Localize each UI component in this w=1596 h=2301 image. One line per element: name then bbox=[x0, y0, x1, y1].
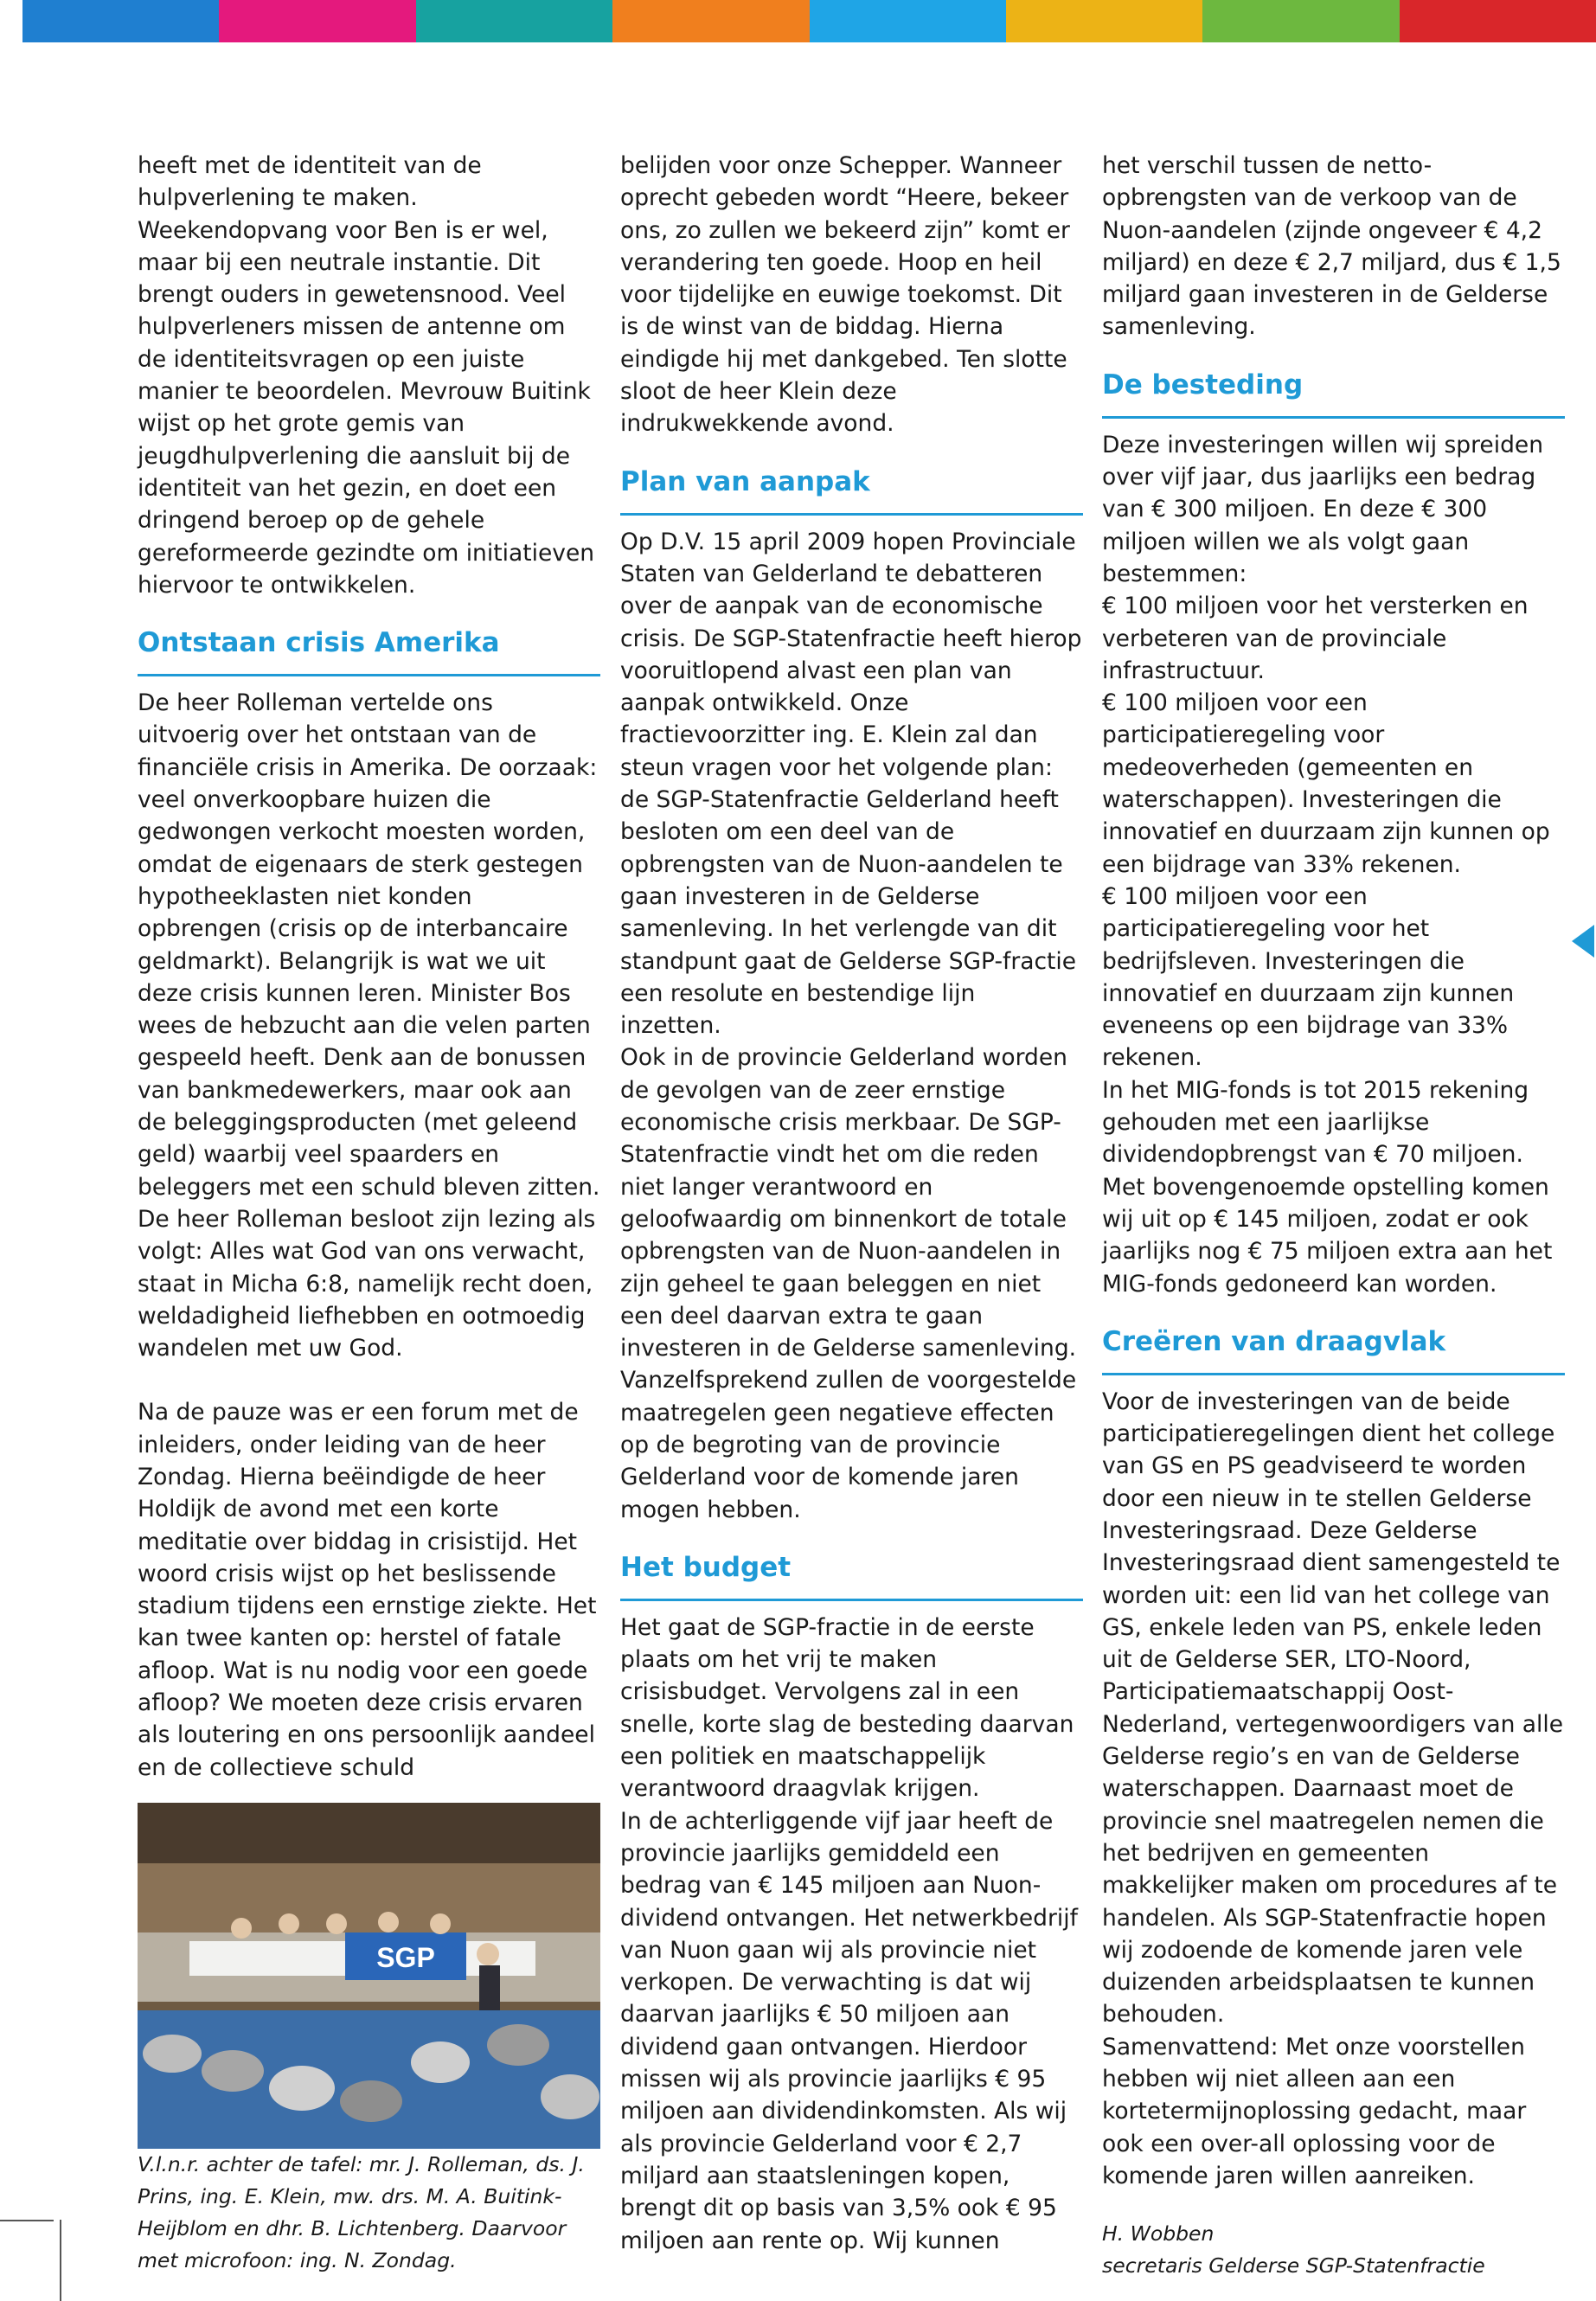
paragraph: Deze investeringen willen wij spreiden over vijf jaar, dus jaarlijks een bedrag van € 300 miljoen. En deze € 300 miljoen willen we als volgt gaan bestemmen: bbox=[1102, 431, 1544, 587]
photo-caption: V.l.n.r. achter de tafel: mr. J. Rolleman, ds. J. Prins, ing. E. Klein, mw. drs. M. A. Buitink-Heijblom en dhr. B. Lichtenberg. Daarvoor met microfoon: ing. N. Zondag. bbox=[138, 2151, 585, 2272]
paragraph: heeft met de identiteit van de hulpverlening te maken. Weekendopvang voor Ben is er wel, maar bij een neutrale instantie. Dit brengt ouders in gewetensnood. Veel hulpverleners missen de antenne om de identiteitsvragen op een juiste manier te beoordelen. Mevrouw Buitink wijst op het grote gemis van jeugdhulpverlening die aansluit bij de identiteit van het gezin, en doet een dringend beroep op de gehele gereformeerde gezindte om initiatieven hiervoor te ontwikkelen. bbox=[138, 152, 595, 599]
color-bar-segment bbox=[1202, 0, 1399, 42]
color-bar-segment bbox=[1400, 0, 1596, 42]
sgp-banner-text: SGP bbox=[376, 1941, 435, 1973]
section-heading-de-besteding: De besteding bbox=[1102, 366, 1565, 419]
signature bbox=[1102, 2218, 1565, 2282]
color-bar bbox=[22, 0, 1596, 42]
paragraph: De heer Rolleman vertelde ons uitvoerig over het ontstaan van de financiële crisis in Amerika. De oorzaak: veel onverkoopbare huizen die gedwongen verkocht moesten worden, omdat de eigenaars de sterk gestegen hypotheeklasten niet konden opbrengen (crisis op de interbancaire geldmarkt). Belangrijk is wat we uit deze crisis kunnen leren. Minister Bos wees de hebzucht aan die velen parten gespeeld heeft. Denk aan de bonussen van bankmedewerkers, maar ook aan de beleggingsproducten (met geleend geld) waarbij veel spaarders en beleggers met een schuld bleven zitten. De heer Rolleman besloot zijn lezing als volgt: Alles wat God van ons verwacht, staat in Micha 6:8, namelijk recht doen, weldadigheid liefhebben en ootmoedig wandelen met uw God. bbox=[138, 689, 600, 1362]
article-column-2 bbox=[620, 150, 1083, 2257]
section-heading-plan-van-aanpak: Plan van aanpak bbox=[620, 463, 1083, 516]
page-rule-vertical bbox=[60, 2220, 61, 2301]
event-photo bbox=[138, 1803, 600, 2149]
article-column-3 bbox=[1102, 150, 1565, 2282]
page-rule bbox=[0, 2220, 54, 2221]
article-column-1 bbox=[138, 150, 600, 2277]
triangle-marker-icon bbox=[1572, 925, 1594, 958]
color-bar-segment bbox=[416, 0, 612, 42]
paragraph-gap bbox=[138, 1364, 600, 1396]
paragraph: Voor de investeringen van de beide participatieregelingen dient het college van GS en PS geadviseerd te worden door een nieuw in te stellen Gelderse Investeringsraad. Deze Gelderse Investeringsraad dient samengesteld te worden uit: een lid van het college van GS, enkele leden van PS, enkele leden uit de Gelderse SER, LTO-Noord, Participatiemaatschappij Oost-Nederland, vertegenwoordigers van alle Gelderse regio’s en van de Gelderse waterschappen. Daarnaast moet de provincie snel maatregelen nemen die het bedrijven en gemeenten makkelijker maken om procedures af te handelen. Als SGP-Statenfractie hopen wij zodoende de komende jaren vele duizenden arbeidsplaatsen te kunnen behouden. bbox=[1102, 1388, 1564, 2029]
section-heading-het-budget: Het budget bbox=[620, 1548, 1083, 1601]
paragraph: € 100 miljoen voor een participatieregeling voor medeoverheden (gemeenten en waterschappen). Investeringen die innovatief en duurzaam zijn kunnen op een bijdrage van 33% rekenen. bbox=[1102, 689, 1550, 878]
paragraph: belijden voor onze Schepper. Wanneer oprecht gebeden wordt “Heere, bekeer ons, zo zullen we bekeerd zijn” komt er verandering ten goede. Hoop en heil voor tijdelijke en euwige toekomst. Dit is de winst van de biddag. Hierna eindigde hij met dankgebed. Ten slotte sloot de heer Klein deze indrukwekkende avond. bbox=[620, 152, 1070, 438]
paragraph: Op D.V. 15 april 2009 hopen Provinciale Staten van Gelderland te debatteren over de aanpak van de economische crisis. De SGP-Statenfractie heeft hierop vooruitlopend alvast een plan van aanpak ontwikkeld. Onze fractievoorzitter ing. E. Klein zal dan steun vragen voor het volgende plan: de SGP-Statenfractie Gelderland heeft besloten om een deel van de opbrengsten van de Nuon-aandelen te gaan investeren in de Gelderse samenleving. In het verlengde van dit standpunt gaat de Gelderse SGP-fractie een resolute en bestendige lijn inzetten. bbox=[620, 528, 1082, 1040]
color-bar-segment bbox=[810, 0, 1006, 42]
section-heading-ontstaan-crisis: Ontstaan crisis Amerika bbox=[138, 624, 600, 676]
paragraph: Het gaat de SGP-fractie in de eerste plaats om het vrij te maken crisisbudget. Vervolgens zal in een snelle, korte slag de besteding daarvan een politiek en maatschappelijk verantwoord draagvlak krijgen. bbox=[620, 1613, 1074, 1803]
paragraph: Samenvattend: Met onze voorstellen hebben wij niet alleen aan een kortetermijnoplossing gedacht, maar ook een over-all oplossing voor de komende jaren willen aanreiken. bbox=[1102, 2033, 1527, 2189]
color-bar-segment bbox=[1006, 0, 1202, 42]
section-heading-creeren-van-draagvlak: Creëren van draagvlak bbox=[1102, 1323, 1565, 1375]
color-bar-segment bbox=[22, 0, 219, 42]
paragraph: € 100 miljoen voor een participatieregeling voor het bedrijfsleven. Investeringen die innovatief en duurzaam zijn kunnen eveneens op een bijdrage van 33% rekenen. bbox=[1102, 882, 1515, 1072]
paragraph: In het MIG-fonds is tot 2015 rekening gehouden met een jaarlijkse dividendopbrengst van € 70 miljoen. Met bovengenoemde opstelling komen wij uit op € 145 miljoen, zodat er ook jaarlijks nog € 75 miljoen extra aan het MIG-fonds gedoneerd kan worden. bbox=[1102, 1076, 1553, 1298]
paragraph: Ook in de provincie Gelderland worden de gevolgen van de zeer ernstige economische crisis merkbaar. De SGP-Statenfractie vindt het om die reden niet langer verantwoord en geloofwaardig om binnenkort de totale opbrengsten van de Nuon-aandelen in zijn geheel te gaan beleggen en niet een deel daarvan extra te gaan investeren in de Gelderse samenleving. Vanzelfsprekend zullen de voorgestelde maatregelen geen negatieve effecten op de begroting van de provincie Gelderland voor de komende jaren mogen hebben. bbox=[620, 1044, 1077, 1523]
paragraph: € 100 miljoen voor het versterken en verbeteren van de provinciale infrastructuur. bbox=[1102, 593, 1529, 684]
signature-name: H. Wobben bbox=[1102, 2221, 1215, 2247]
paragraph: het verschil tussen de netto-opbrengsten van de verkoop van de Nuon-aandelen (zijnde ongeveer € 4,2 miljard) en deze € 2,7 miljard, dus € 1,5 miljard gaan investeren in de Gelderse samenleving. bbox=[1102, 152, 1561, 341]
signature-title: secretaris Gelderse SGP-Statenfractie bbox=[1102, 2253, 1485, 2279]
color-bar-segment bbox=[219, 0, 415, 42]
paragraph: In de achterliggende vijf jaar heeft de provincie jaarlijks gemiddeld een bedrag van € 145 miljoen aan Nuon-dividend ontvangen. Het netwerkbedrijf van Nuon gaan wij als provincie niet verkopen. De verwachting is dat wij daarvan jaarlijks € 50 miljoen aan dividend gaan ontvangen. Hierdoor missen wij als provincie jaarlijks € 95 miljoen aan dividendinkomsten. Als wij als provincie Gelderland voor € 2,7 miljard aan staatsleningen kopen, brengt dit op basis van 3,5% ook € 95 miljoen aan rente op. Wij kunnen bbox=[620, 1807, 1078, 2254]
paragraph: Na de pauze was er een forum met de inleiders, onder leiding van de heer Zondag. Hierna beëindigde de heer Holdijk de avond met een korte meditatie over biddag in crisistijd. Het woord crisis wijst op het beslissende stadium tijdens een ernstige ziekte. Het kan twee kanten op: herstel of fatale afloop. Wat is nu nodig voor een goede afloop? We moeten deze crisis ervaren als loutering en ons persoonlijk aandeel en de collectieve schuld bbox=[138, 1399, 597, 1781]
color-bar-segment bbox=[612, 0, 809, 42]
